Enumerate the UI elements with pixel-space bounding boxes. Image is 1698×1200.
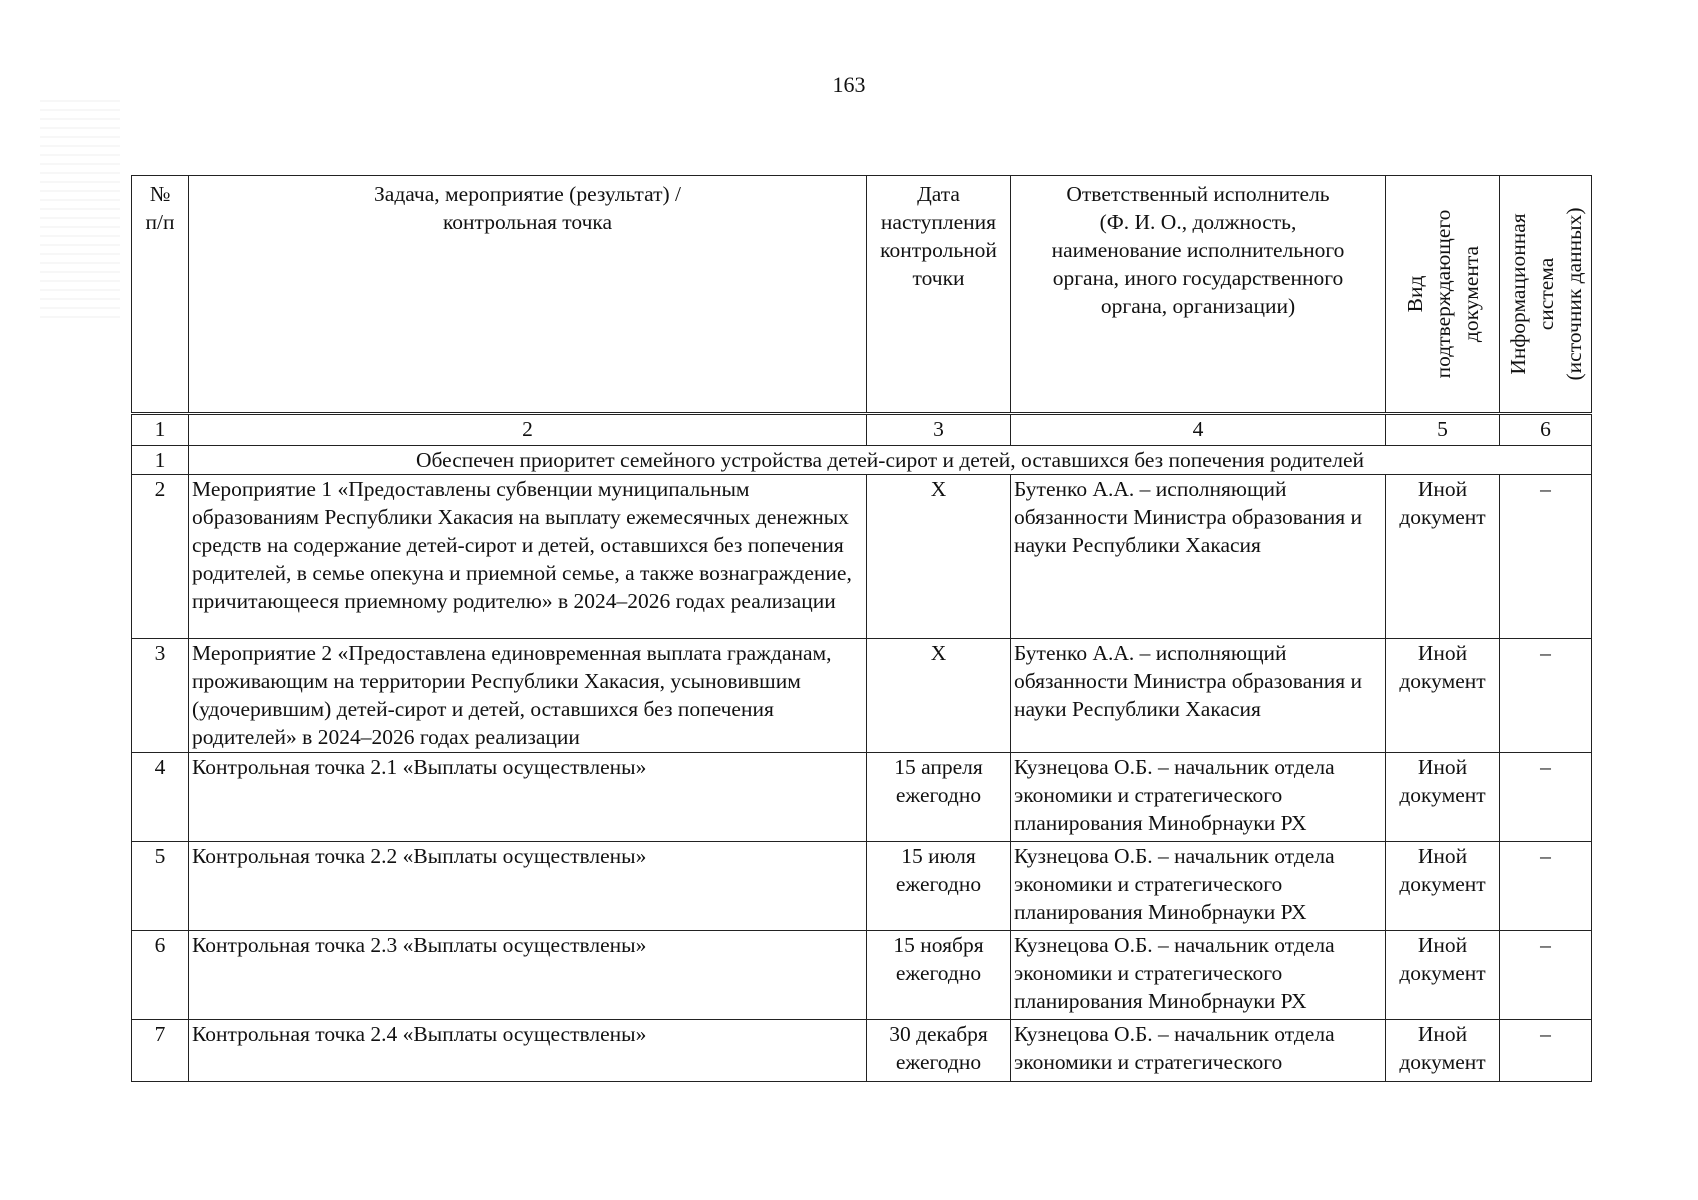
- column-number: 2: [189, 414, 867, 446]
- section-num: 1: [132, 446, 189, 475]
- row-doc-type: Иной документ: [1386, 753, 1500, 842]
- row-date: 15 ноября ежегодно: [867, 931, 1011, 1020]
- header-row: [132, 176, 1592, 414]
- row-task: Мероприятие 2 «Предоставлена единовременная выплата гражданам, проживающим на территории Республики Хакасия, усыновившим (удочерившим) детей-сирот и детей, оставшихся без попечения родителей» в 2024–2026 годах реализации: [189, 639, 867, 753]
- column-number: 1: [132, 414, 189, 446]
- row-responsible: Кузнецова О.Б. – начальник отдела экономики и стратегического планирования Минобрнауки РХ: [1011, 842, 1386, 931]
- row-date: Х: [867, 475, 1011, 639]
- row-task: Контрольная точка 2.4 «Выплаты осуществлены»: [189, 1020, 867, 1082]
- table-row: [132, 1020, 1592, 1082]
- row-num: 5: [132, 842, 189, 931]
- section-row: [132, 446, 1592, 475]
- page-number: 163: [832, 72, 866, 97]
- column-number: 5: [1386, 414, 1500, 446]
- table-row: [132, 475, 1592, 639]
- row-doc-type: Иной документ: [1386, 475, 1500, 639]
- row-info-system: –: [1500, 1020, 1592, 1082]
- row-date: 15 июля ежегодно: [867, 842, 1011, 931]
- row-doc-type: Иной документ: [1386, 639, 1500, 753]
- section-title: Обеспечен приоритет семейного устройства детей-сирот и детей, оставшихся без попечения родителей: [189, 446, 1592, 475]
- row-task: Контрольная точка 2.3 «Выплаты осуществлены»: [189, 931, 867, 1020]
- row-num: 6: [132, 931, 189, 1020]
- row-responsible: Кузнецова О.Б. – начальник отдела экономики и стратегического планирования Минобрнауки РХ: [1011, 931, 1386, 1020]
- row-task: Мероприятие 1 «Предоставлены субвенции муниципальным образованиям Республики Хакасия на выплату ежемесячных денежных средств на содержание детей-сирот и детей, оставшихся без попечения родителей, в семье опекуна и приемной семье, а также вознаграждение, причитающееся приемному родителю» в 2024–2026 годах реализации: [189, 475, 867, 639]
- column-number-row: [132, 414, 1592, 446]
- row-info-system: –: [1500, 639, 1592, 753]
- header-info-system-text: Информационная система (источник данных): [1505, 207, 1586, 381]
- header-num: № п/п: [132, 176, 189, 414]
- row-date: 15 апреля ежегодно: [867, 753, 1011, 842]
- column-number: 4: [1011, 414, 1386, 446]
- row-responsible: Кузнецова О.Б. – начальник отдела экономики и стратегического планирования Минобрнауки РХ: [1011, 753, 1386, 842]
- row-info-system: –: [1500, 753, 1592, 842]
- header-doc-type-text: Вид подтверждающего документа: [1402, 209, 1483, 379]
- row-responsible: Бутенко А.А. – исполняющий обязанности Министра образования и науки Республики Хакасия: [1011, 475, 1386, 639]
- column-number: 6: [1500, 414, 1592, 446]
- header-doc-type: [1386, 176, 1500, 414]
- row-date: Х: [867, 639, 1011, 753]
- column-number: 3: [867, 414, 1011, 446]
- row-task: Контрольная точка 2.2 «Выплаты осуществлены»: [189, 842, 867, 931]
- header-info-system: [1500, 176, 1592, 414]
- row-doc-type: Иной документ: [1386, 842, 1500, 931]
- row-doc-type: Иной документ: [1386, 931, 1500, 1020]
- table-row: [132, 639, 1592, 753]
- row-num: 7: [132, 1020, 189, 1082]
- header-date: Дата наступления контрольной точки: [867, 176, 1011, 414]
- table-row: [132, 931, 1592, 1020]
- table-row: [132, 842, 1592, 931]
- row-date: 30 декабря ежегодно: [867, 1020, 1011, 1082]
- table-row: [132, 753, 1592, 842]
- row-doc-type: Иной документ: [1386, 1020, 1500, 1082]
- row-info-system: –: [1500, 475, 1592, 639]
- row-responsible: Кузнецова О.Б. – начальник отдела экономики и стратегического: [1011, 1020, 1386, 1082]
- row-info-system: –: [1500, 842, 1592, 931]
- row-task: Контрольная точка 2.1 «Выплаты осуществлены»: [189, 753, 867, 842]
- control-points-table: [131, 175, 1592, 1082]
- row-num: 3: [132, 639, 189, 753]
- row-num: 4: [132, 753, 189, 842]
- header-responsible: Ответственный исполнитель (Ф. И. О., должность, наименование исполнительного органа, иного государственного органа, организации): [1011, 176, 1386, 414]
- scan-artifact: [40, 100, 120, 320]
- header-task: Задача, мероприятие (результат) / контрольная точка: [189, 176, 867, 414]
- row-responsible: Бутенко А.А. – исполняющий обязанности Министра образования и науки Республики Хакасия: [1011, 639, 1386, 753]
- row-info-system: –: [1500, 931, 1592, 1020]
- row-num: 2: [132, 475, 189, 639]
